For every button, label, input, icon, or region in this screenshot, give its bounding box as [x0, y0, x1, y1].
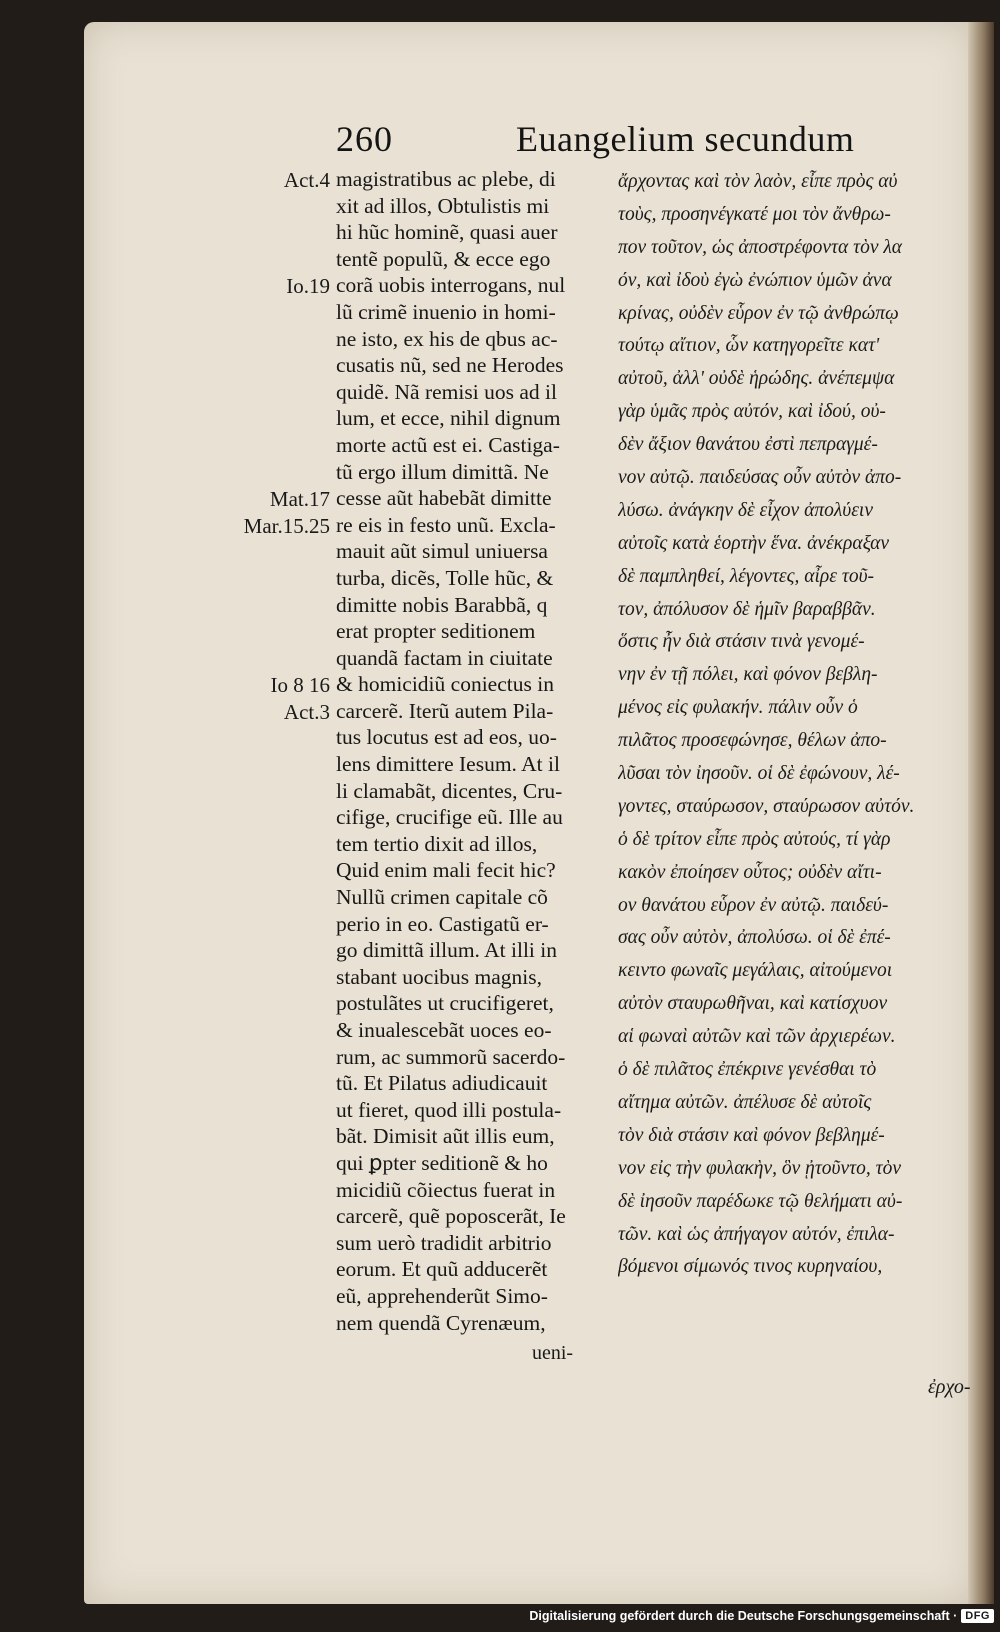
latin-line: magistratibus ac plebe, di [336, 167, 556, 191]
latin-line: li clamabãt, dicentes, Cru- [336, 778, 563, 803]
margin-note: Act.4 [283, 168, 330, 192]
margin-note: Mar.15.25 [243, 513, 330, 538]
latin-line: quidẽ. Nã remisi uos ad il [336, 379, 557, 404]
greek-line: νον εἰς τὴν φυλακὴν, ὃν ᾐτοῦντο, τὸν [618, 1157, 902, 1179]
greek-line: κρίνας, οὐδὲν εὗρον ἐν τῷ ἀνθρώπῳ [618, 302, 899, 324]
latin-line: erat propter seditionem [336, 619, 536, 644]
running-title: Euangelium secundum [516, 119, 855, 159]
latin-line: tũ ergo illum dimittã. Ne [336, 459, 549, 484]
latin-line: quandã factam in ciuitate [336, 645, 553, 670]
latin-column [336, 166, 598, 1336]
margin-note: Io.19 [286, 274, 330, 299]
greek-line: αἱ φωναὶ αὐτῶν καὶ τῶν ἀρχιερέων. [618, 1026, 896, 1048]
latin-line: stabant uocibus magnis, [336, 964, 543, 989]
greek-line: λύσω. ἀνάγκην δὲ εἶχον ἀπολύειν [618, 499, 873, 521]
greek-line: δὲν ἄξιον θανάτου ἐστὶ πεπραγμέ- [618, 434, 878, 456]
latin-line: rum, ac summorũ sacerdo- [336, 1044, 566, 1069]
greek-line: τον, ἀπόλυσον δὲ ἡμῖν βαραββᾶν. [618, 598, 876, 620]
greek-catchword: ἐρχο- [928, 1376, 971, 1398]
latin-line: postulãtes ut crucifigeret, [336, 991, 554, 1016]
latin-line: micidiũ cõiectus fuerat in [336, 1177, 556, 1202]
latin-line: lum, et ecce, nihil dignum [336, 406, 561, 431]
latin-line: go dimittã illum. At illi in [336, 938, 557, 963]
latin-line: cesse aũt habebãt dimitte [336, 486, 552, 511]
greek-line: λῦσαι τὸν ἰησοῦν. οἱ δὲ ἐφώνουν, λέ- [618, 763, 900, 785]
greek-line: νον αὐτῷ. παιδεύσας οὖν αὐτὸν ἀπο- [618, 467, 902, 489]
greek-line: γὰρ ὑμᾶς πρὸς αὐτόν, καὶ ἰδού, οὐ- [618, 401, 886, 423]
greek-line: κακὸν ἐποίησεν οὗτος; οὐδὲν αἴτι- [618, 861, 882, 883]
latin-line: qui ꝑpter seditionẽ & ho [336, 1150, 548, 1175]
margin-note: Io 8 16 [270, 673, 330, 698]
latin-line: eorum. Et quũ adducerẽt [336, 1257, 548, 1282]
greek-line: δὲ ἰησοῦν παρέδωκε τῷ θελήματι αὐ- [618, 1190, 903, 1212]
greek-line: νην ἐν τῇ πόλει, καὶ φόνον βεβλη- [618, 664, 878, 686]
greek-line: σας οὖν αὐτὸν, ἀπολύσω. οἱ δὲ ἐπέ- [618, 927, 891, 949]
greek-line: τούτῳ αἴτιον, ὧν κατηγορεῖτε κατ' [618, 335, 880, 357]
latin-line: re eis in festo unũ. Excla- [336, 512, 556, 537]
latin-line: eũ, apprehenderũt Simo- [336, 1283, 548, 1308]
greek-line: όν, καὶ ἰδοὺ ἐγὼ ἐνώπιον ὑμῶν ἀνα [618, 269, 892, 291]
latin-line: & homicidiũ coniectus in [336, 672, 554, 697]
margin-note: Act.3 [283, 700, 330, 724]
greek-line: βόμενοι σίμωνός τινος κυρηναίου, [618, 1256, 883, 1278]
latin-line: turba, dicẽs, Tolle hũc, & [336, 565, 554, 590]
latin-line: tem tertio dixit ad illos, [336, 831, 538, 856]
greek-line: τὸν διὰ στάσιν καὶ φόνον βεβλημέ- [618, 1124, 885, 1146]
greek-line: ὅστις ἦν διὰ στάσιν τινὰ γενομέ- [618, 631, 865, 653]
greek-line: τῶν. καὶ ὡς ἀπήγαγον αὐτόν, ἐπιλα- [618, 1223, 895, 1245]
greek-line: αἴτημα αὐτῶν. ἀπέλυσε δὲ αὐτοῖς [618, 1091, 872, 1113]
latin-line: tus locutus est ad eos, uo- [336, 725, 557, 750]
latin-line: carcerẽ. Iterũ autem Pila- [336, 698, 554, 723]
dfg-logo: DFG [961, 1609, 994, 1623]
latin-line: lũ crimẽ inuenio in homi- [336, 299, 556, 324]
greek-line: τοὺς, προσηνέγκατέ μοι τὸν ἄνθρω- [618, 203, 891, 225]
latin-line: mauit aũt simul uniuersa [336, 539, 548, 564]
latin-line: lens dimittere Iesum. At il [336, 752, 560, 777]
greek-line: ὁ δὲ τρίτον εἶπε πρὸς αὐτούς, τί γὰρ [618, 828, 891, 850]
latin-line: bãt. Dimisit aũt illis eum, [336, 1124, 555, 1149]
greek-line: αὐτοῖς κατὰ ἑορτὴν ἕνα. ἀνέκραξαν [618, 532, 890, 554]
greek-line: δὲ παμπληθεί, λέγοντες, αἶρε τοῦ- [618, 565, 875, 587]
latin-line: cusatis nũ, sed ne Herodes [336, 353, 564, 378]
latin-line: & inualescebãt uoces eo- [336, 1018, 552, 1042]
latin-line: hi hũc hominẽ, quasi auer [336, 220, 558, 245]
latin-line: ne isto, ex his de qbus ac- [336, 326, 558, 351]
greek-line: αὐτοῦ, ἀλλ' οὐδὲ ἡρώδης. ἀνέπεμψα [618, 368, 895, 390]
greek-line: αὐτὸν σταυρωθῆναι, καὶ κατίσχυον [618, 993, 888, 1015]
latin-line: perio in eo. Castigatũ er- [336, 911, 549, 936]
latin-line: morte actũ est ei. Castiga- [336, 432, 560, 457]
latin-line: sum uerò tradidit arbitrio [336, 1230, 552, 1255]
latin-line: ut fieret, quod illi postula- [336, 1097, 562, 1122]
latin-line: dimitte nobis Barabbã, q [336, 592, 548, 617]
greek-column [618, 166, 990, 1284]
greek-line: ἄρχοντας καὶ τὸν λαὸν, εἶπε πρὸς αὐ [618, 171, 898, 192]
greek-line: μένος εἰς φυλακήν. πάλιν οὖν ὁ [618, 697, 858, 719]
footer-credit [529, 1606, 994, 1626]
page-header [336, 118, 976, 168]
latin-line: corã uobis interrogans, nul [336, 273, 566, 298]
greek-line: πον τοῦτον, ὡς ἀποστρέφοντα τὸν λα [618, 236, 903, 258]
greek-line: γοντες, σταύρωσον, σταύρωσον αὐτόν. [618, 795, 915, 817]
margin-note: Mat.17 [269, 487, 330, 512]
latin-line: cifige, crucifige eũ. Ille au [336, 805, 563, 830]
latin-line: nem quendã Cyrenæum, [336, 1310, 546, 1335]
footer-text: Digitalisierung gefördert durch die Deutsche Forschungsgemeinschaft · [529, 1609, 958, 1623]
greek-line: ὁ δὲ πιλᾶτος ἐπέκρινε γενέσθαι τὸ [618, 1059, 877, 1081]
latin-line: Nullũ crimen capitale cõ [336, 885, 548, 910]
greek-line: ον θανάτου εὗρον ἐν αὐτῷ. παιδεύ- [618, 894, 889, 916]
latin-line: Quid enim mali fecit hic? [336, 858, 556, 883]
greek-line: κειντο φωναῖς μεγάλαις, αἰτούμενοι [618, 960, 893, 982]
greek-line: πιλᾶτος προσεφώνησε, θέλων ἀπο- [618, 730, 887, 752]
latin-line: tũ. Et Pilatus adiudicauit [336, 1071, 548, 1096]
page-number: 260 [336, 119, 393, 159]
latin-line: xit ad illos, Obtulistis mi [336, 193, 550, 218]
latin-line: tentẽ populũ, & ecce ego [336, 246, 551, 271]
latin-line: carcerẽ, quẽ poposcerãt, Ie [336, 1204, 566, 1229]
latin-catchword: ueni- [532, 1342, 574, 1364]
